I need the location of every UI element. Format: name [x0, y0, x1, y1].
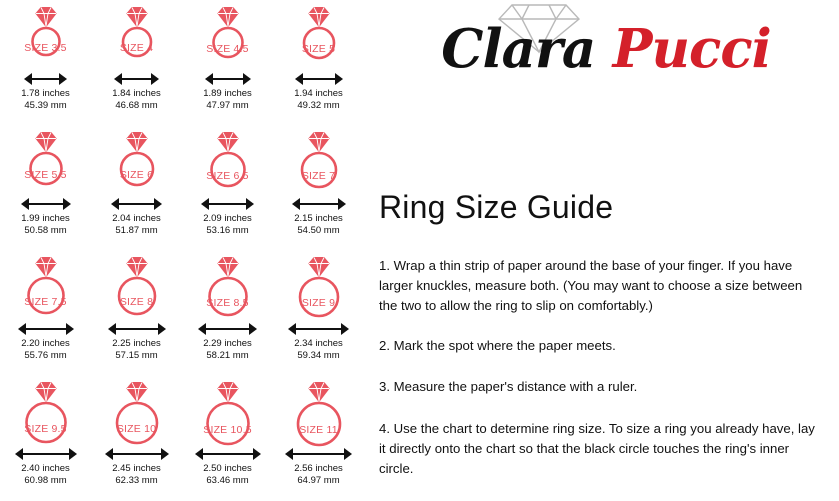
ring-size-cell[interactable] [91, 125, 182, 250]
measure-arrow [91, 447, 182, 461]
brand-word-2: Pucci [612, 18, 771, 80]
arrow-line [291, 453, 346, 455]
ring-size-label: SIZE 9.5 [24, 422, 67, 435]
arrow-head-right [249, 323, 257, 335]
measure-inches: 2.09 inches [203, 213, 252, 224]
measure-inches: 1.84 inches [112, 88, 161, 99]
measure-arrow [273, 197, 364, 211]
measure-inches: 1.94 inches [294, 88, 343, 99]
arrow-line [111, 453, 163, 455]
ring-size-cell[interactable] [91, 0, 182, 125]
arrow-head-right [253, 448, 261, 460]
arrow-line [21, 453, 71, 455]
ring-svg [5, 127, 87, 199]
ring-size-label: SIZE 4 [119, 42, 154, 54]
measure-arrow [273, 322, 364, 336]
chart-row [0, 375, 365, 500]
brand-word-1: Clara [441, 18, 596, 80]
measure-arrow [91, 72, 182, 86]
measure-mm: 58.21 mm [206, 349, 249, 361]
arrow-head-left [108, 323, 116, 335]
arrow-head-right [154, 198, 162, 210]
arrow-line [120, 78, 153, 80]
arrow-line [30, 78, 61, 80]
arrow-line [211, 78, 245, 80]
measure-inches: 2.25 inches [112, 338, 161, 349]
ring-illustration [182, 0, 273, 72]
ring-svg [187, 2, 269, 74]
arrow-head-right [59, 73, 67, 85]
ring-size-label: SIZE 7.5 [24, 295, 67, 308]
arrow-head-left [105, 448, 113, 460]
ring-illustration [0, 250, 91, 322]
ring-illustration [91, 0, 182, 72]
ring-size-label: SIZE 10 [116, 423, 157, 435]
measure-mm: 64.97 mm [297, 474, 340, 486]
page-title: Ring Size Guide [379, 189, 614, 225]
ring-size-cell[interactable] [182, 125, 273, 250]
measure-inches: 2.56 inches [294, 463, 343, 474]
arrow-head-right [341, 323, 349, 335]
ring-size-cell[interactable] [273, 250, 364, 375]
ring-size-label: SIZE 9 [301, 297, 336, 309]
ring-illustration [182, 125, 273, 197]
arrow-head-left [198, 323, 206, 335]
ring-svg [187, 252, 269, 324]
guide-step-3: 3. Measure the paper's distance with a ruler. [379, 379, 638, 394]
arrow-head-left [24, 73, 32, 85]
arrow-line [24, 328, 68, 330]
ring-size-cell[interactable] [182, 0, 273, 125]
ring-illustration [0, 125, 91, 197]
arrow-head-left [205, 73, 213, 85]
arrow-head-left [295, 73, 303, 85]
ring-size-label: SIZE 6.5 [206, 169, 249, 182]
measure-arrow [91, 197, 182, 211]
ring-svg [5, 377, 87, 449]
measure-mm: 60.98 mm [24, 474, 67, 486]
measure-inches: 2.15 inches [294, 213, 343, 224]
ring-illustration [273, 250, 364, 322]
arrow-line [298, 203, 340, 205]
chart-row [0, 0, 365, 125]
ring-svg [278, 377, 360, 449]
measure-arrow [182, 447, 273, 461]
measure-inches: 2.34 inches [294, 338, 343, 349]
ring-size-label: SIZE 5.5 [24, 168, 67, 181]
measure-inches: 2.45 inches [112, 463, 161, 474]
ring-svg [96, 2, 178, 74]
measure-arrow [0, 447, 91, 461]
guide-step-2: 2. Mark the spot where the paper meets. [379, 338, 616, 353]
chart-row [0, 250, 365, 375]
arrow-line [294, 328, 343, 330]
ring-size-label: SIZE 8 [119, 296, 154, 308]
ring-illustration [273, 0, 364, 72]
arrow-line [114, 328, 160, 330]
arrow-head-left [288, 323, 296, 335]
measure-mm: 46.68 mm [115, 99, 158, 111]
arrow-head-left [201, 198, 209, 210]
ring-size-cell[interactable] [273, 0, 364, 125]
measure-mm: 62.33 mm [115, 474, 158, 486]
measure-arrow [182, 72, 273, 86]
measure-inches: 1.78 inches [21, 88, 70, 99]
ring-size-cell[interactable] [182, 250, 273, 375]
guide-step-1: 1. Wrap a thin strip of paper around the base of your finger. If you have larger knuckles, measure both. (You may want to choose a size between the two to allow the ring to slip on comfortably.) [379, 258, 803, 313]
ring-svg [5, 2, 87, 74]
arrow-head-left [114, 73, 122, 85]
ring-illustration [91, 125, 182, 197]
ring-size-label: SIZE 6 [119, 169, 154, 181]
ring-svg [187, 127, 269, 199]
arrow-line [204, 328, 251, 330]
guide-step-4: 4. Use the chart to determine ring size. To size a ring you already have, lay it directly onto the chart so that the black circle touches the ring's inner circle. [379, 421, 815, 476]
brand-logo [366, 0, 839, 112]
arrow-head-left [21, 198, 29, 210]
ring-svg [187, 377, 269, 449]
ring-size-label: SIZE 5 [301, 43, 336, 55]
ring-size-cell[interactable] [0, 250, 91, 375]
arrow-head-right [151, 73, 159, 85]
measure-arrow [182, 322, 273, 336]
arrow-line [117, 203, 156, 205]
measure-arrow [182, 197, 273, 211]
arrow-line [301, 78, 337, 80]
arrow-line [201, 453, 255, 455]
measure-mm: 63.46 mm [206, 474, 249, 486]
arrow-line [27, 203, 65, 205]
measure-mm: 55.76 mm [24, 349, 67, 361]
measure-mm: 57.15 mm [115, 349, 158, 361]
arrow-head-left [15, 448, 23, 460]
ring-size-label: SIZE 3.5 [24, 41, 67, 54]
brand-name [376, 18, 836, 80]
ring-illustration [273, 125, 364, 197]
ring-illustration [182, 250, 273, 322]
arrow-head-right [338, 198, 346, 210]
ring-size-chart [0, 0, 365, 501]
arrow-head-right [158, 323, 166, 335]
arrow-head-right [243, 73, 251, 85]
arrow-head-left [195, 448, 203, 460]
arrow-head-right [344, 448, 352, 460]
measure-mm: 47.97 mm [206, 99, 249, 111]
ring-size-label: SIZE 4.5 [206, 42, 249, 55]
guide-panel [366, 0, 839, 501]
arrow-head-right [246, 198, 254, 210]
arrow-head-right [66, 323, 74, 335]
measure-mm: 45.39 mm [24, 99, 67, 111]
arrow-head-right [69, 448, 77, 460]
measure-inches: 2.29 inches [203, 338, 252, 349]
ring-svg [96, 377, 178, 449]
measure-inches: 2.04 inches [112, 213, 161, 224]
measure-arrow [273, 72, 364, 86]
ring-size-label: SIZE 8.5 [206, 296, 249, 309]
measure-mm: 49.32 mm [297, 99, 340, 111]
ring-svg [278, 252, 360, 324]
ring-svg [278, 127, 360, 199]
arrow-head-left [111, 198, 119, 210]
measure-arrow [0, 72, 91, 86]
ring-svg [96, 252, 178, 324]
ring-size-label: SIZE 7 [301, 170, 336, 182]
measure-mm: 59.34 mm [297, 349, 340, 361]
arrow-head-left [18, 323, 26, 335]
ring-size-label: SIZE 10.5 [203, 423, 252, 436]
ring-illustration [91, 375, 182, 447]
ring-svg [5, 252, 87, 324]
ring-illustration [0, 0, 91, 72]
measure-mm: 54.50 mm [297, 224, 340, 236]
ring-size-cell[interactable] [0, 125, 91, 250]
measure-inches: 2.40 inches [21, 463, 70, 474]
arrow-head-right [161, 448, 169, 460]
ring-illustration [91, 250, 182, 322]
ring-svg [96, 127, 178, 199]
measure-inches: 1.99 inches [21, 213, 70, 224]
measure-inches: 1.89 inches [203, 88, 252, 99]
measure-mm: 51.87 mm [115, 224, 158, 236]
measure-arrow [91, 322, 182, 336]
ring-svg [278, 2, 360, 74]
measure-arrow [0, 322, 91, 336]
ring-size-cell[interactable] [273, 375, 364, 500]
ring-size-cell[interactable] [91, 250, 182, 375]
ring-size-cell[interactable] [0, 375, 91, 500]
arrow-head-left [292, 198, 300, 210]
arrow-head-right [335, 73, 343, 85]
measure-arrow [0, 197, 91, 211]
ring-size-cell[interactable] [273, 125, 364, 250]
ring-illustration [182, 375, 273, 447]
measure-inches: 2.50 inches [203, 463, 252, 474]
ring-size-cell[interactable] [0, 0, 91, 125]
measure-inches: 2.20 inches [21, 338, 70, 349]
chart-row [0, 125, 365, 250]
measure-mm: 50.58 mm [24, 224, 67, 236]
ring-size-label: SIZE 11 [299, 424, 338, 436]
ring-illustration [0, 375, 91, 447]
ring-size-cell[interactable] [91, 375, 182, 500]
ring-illustration [273, 375, 364, 447]
measure-mm: 53.16 mm [206, 224, 249, 236]
arrow-head-left [285, 448, 293, 460]
measure-arrow [273, 447, 364, 461]
ring-size-cell[interactable] [182, 375, 273, 500]
arrow-head-right [63, 198, 71, 210]
arrow-line [207, 203, 248, 205]
